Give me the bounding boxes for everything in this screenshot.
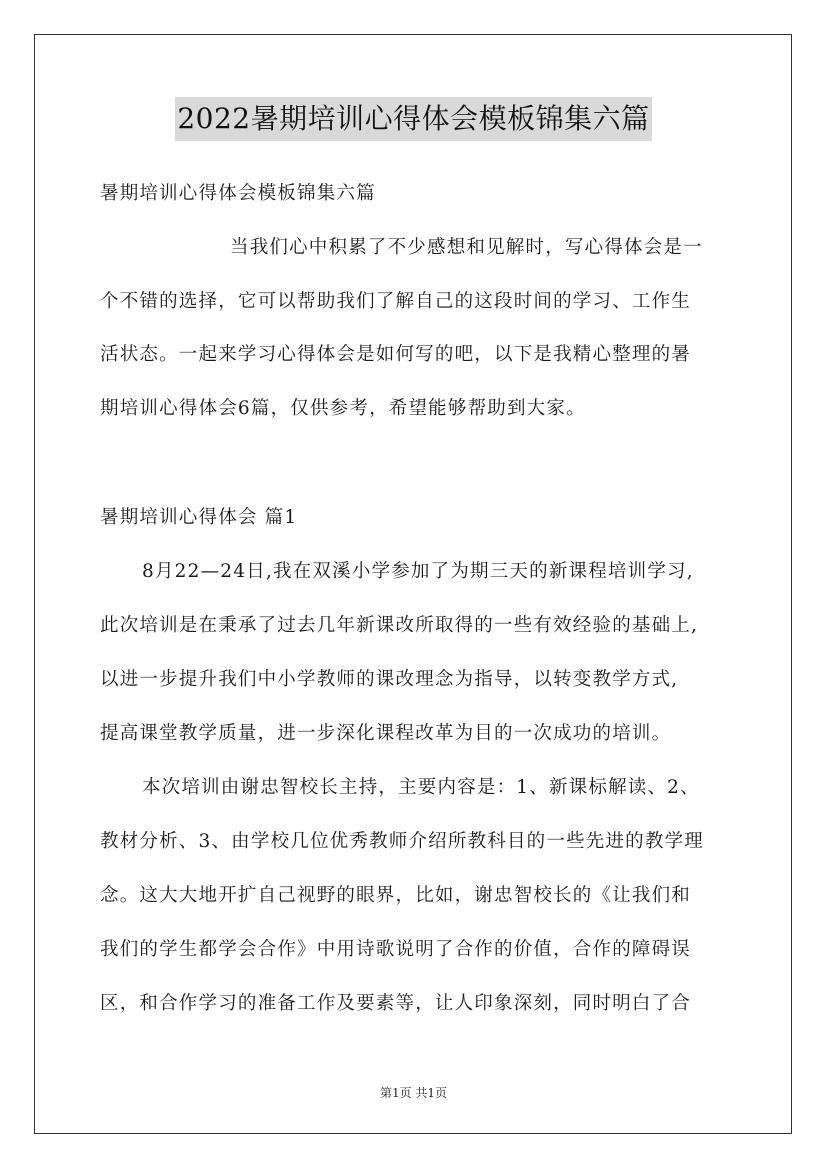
intro-line: 个不错的选择，它可以帮助我们了解自己的这段时间的学习、工作生 xyxy=(100,291,692,312)
page-number-footer: 第1页 共1页 xyxy=(379,1086,448,1100)
intro-line: 当我们心中积累了不少感想和见解时，写心得体会是一 xyxy=(230,237,703,258)
intro-line: 活状态。一起来学习心得体会是如何写的吧，以下是我精心整理的暑 xyxy=(100,344,692,365)
section-heading: 暑期培训心得体会 篇1 xyxy=(100,507,298,528)
paragraph-line: 提高课堂教学质量，进一步深化课程改革为目的一次成功的培训。 xyxy=(100,723,672,744)
intro-line: 期培训心得体会6篇，仅供参考，希望能够帮助到大家。 xyxy=(100,398,586,419)
paragraph-line: 教材分析、3、由学校几位优秀教师介绍所教科目的一些先进的教学理 xyxy=(100,831,704,852)
paragraph-line: 8月22—24日,我在双溪小学参加了为期三天的新课程培训学习, xyxy=(142,561,694,582)
title-container xyxy=(0,97,827,141)
document-title: 2022暑期培训心得体会模板锦集六篇 xyxy=(175,97,651,141)
paragraph-line: 念。这大大地开扩自己视野的眼界，比如，谢忠智校长的《让我们和 xyxy=(100,885,692,906)
paragraph-line: 区，和合作学习的准备工作及要素等，让人印象深刻，同时明白了合 xyxy=(100,993,692,1014)
document-subtitle: 暑期培训心得体会模板锦集六篇 xyxy=(100,183,376,204)
paragraph-line: 以进一步提升我们中小学教师的课改理念为指导，以转变教学方式, xyxy=(100,669,679,690)
paragraph-line: 我们的学生都学会合作》中用诗歌说明了合作的价值，合作的障碍误 xyxy=(100,939,692,960)
paragraph-line: 此次培训是在秉承了过去几年新课改所取得的一些有效经验的基础上, xyxy=(100,615,699,636)
paragraph-line: 本次培训由谢忠智校长主持，主要内容是：1、新课标解读、2、 xyxy=(142,777,700,798)
